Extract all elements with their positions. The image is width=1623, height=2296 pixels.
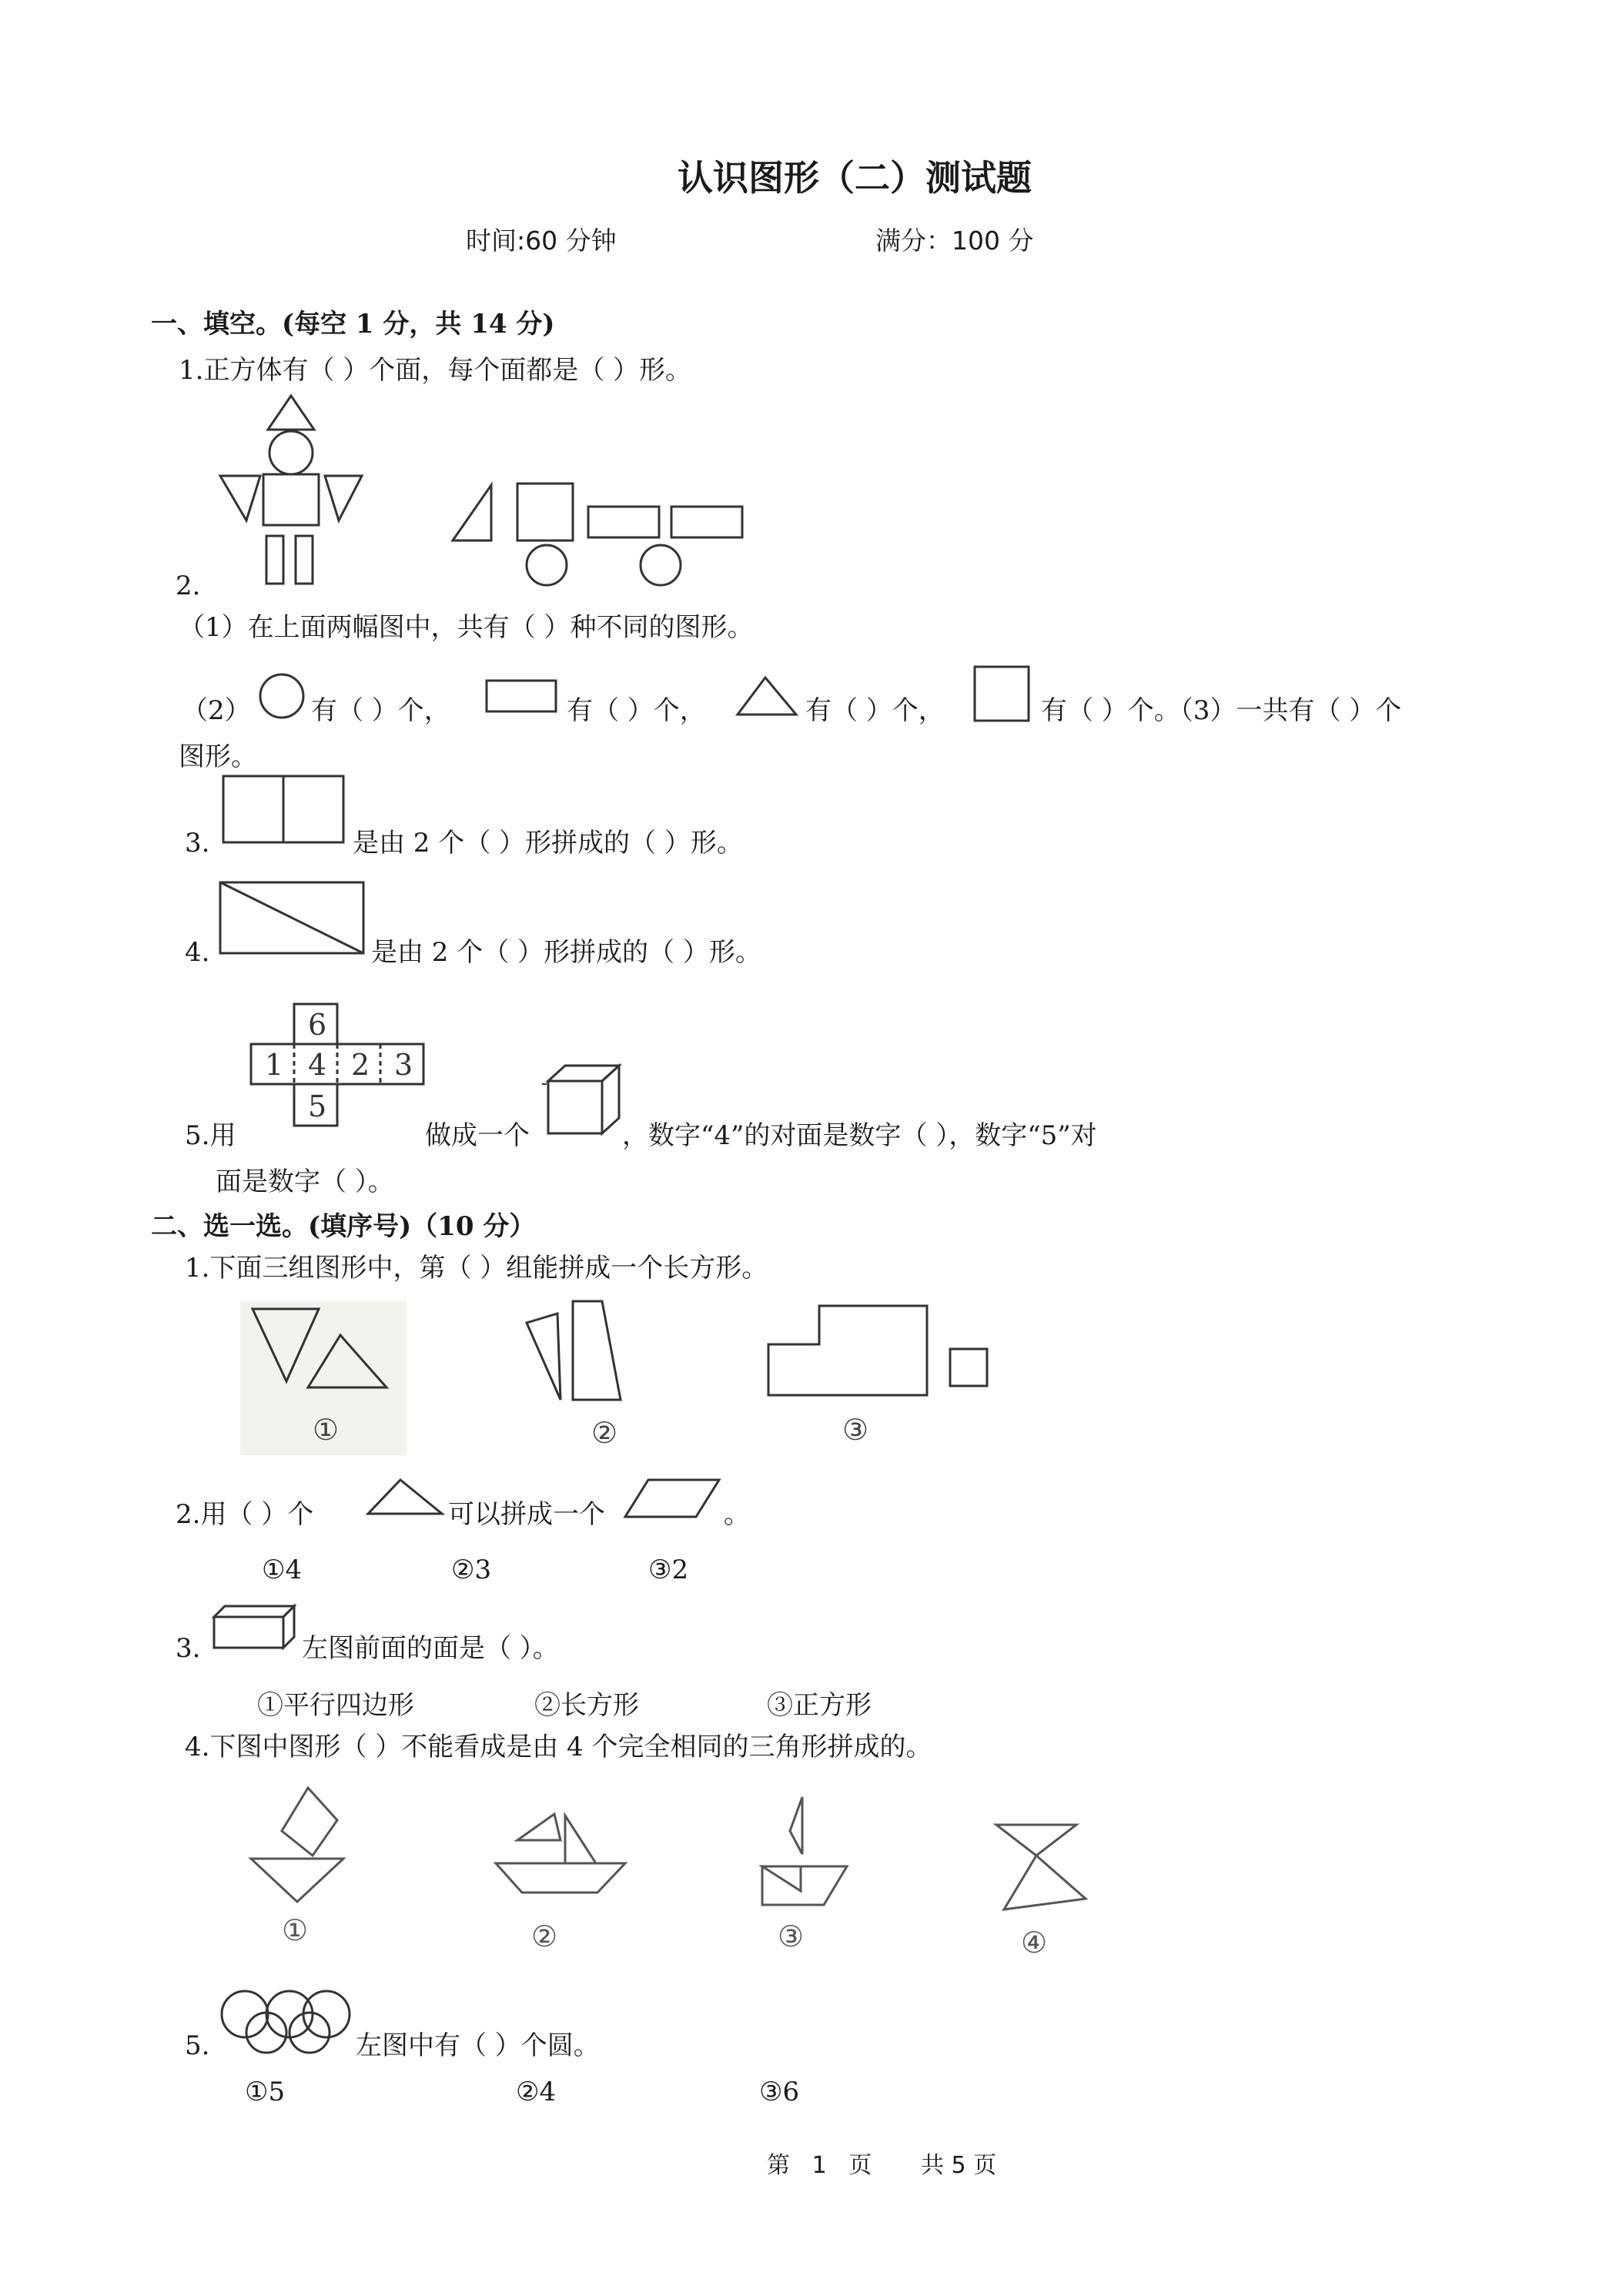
cube-figure — [540, 1061, 625, 1138]
robot-right-leg — [296, 536, 313, 584]
train-rect-2 — [671, 507, 742, 537]
s2-q5-option-1: ①5 — [245, 2077, 286, 2107]
two-squares-rectangle-figure — [220, 771, 351, 848]
exam-time: 时间:60 分钟 — [466, 226, 617, 256]
diagonal-rectangle-figure — [217, 878, 371, 962]
robot-left-leg — [266, 536, 283, 584]
s2-question-4: 4.下图中图形（ ）不能看成是由 4 个完全相同的三角形拼成的。 — [185, 1732, 932, 1762]
s1-question-4-number: 4. — [185, 937, 210, 968]
robot-figure — [216, 393, 370, 593]
net-number-2: 2 — [351, 1048, 370, 1082]
s1-question-2-2-square-count: 有（ ）个。（3）一共有（ ）个 — [1041, 695, 1402, 726]
s1-question-5-text: ，数字“4”的对面是数字（ ），数字“5”对 — [622, 1120, 1097, 1151]
cuboid-icon — [209, 1602, 302, 1655]
s2-q1-option3-figure — [764, 1301, 995, 1401]
train-wheel-1 — [527, 545, 567, 585]
s1-question-2-2-end: 图形。 — [179, 741, 257, 772]
s1-question-2-2-rectangle-count: 有（ ）个， — [567, 695, 706, 726]
s2-question-1: 1.下面三组图形中，第（ ）组能拼成一个长方形。 — [185, 1253, 768, 1284]
robot-body — [263, 474, 319, 525]
s2-q5-option-3: ③6 — [759, 2077, 800, 2107]
robot-head-circle — [269, 431, 313, 474]
s1-question-3-number: 3. — [185, 828, 210, 858]
robot-left-arm — [220, 476, 260, 520]
net-number-4: 4 — [308, 1048, 327, 1082]
s2-q4-option3-figure — [756, 1792, 856, 1908]
section1-heading: 一、填空。(每空 1 分，共 14 分) — [151, 309, 555, 340]
s1-question-2-1: （1）在上面两幅图中，共有（ ）种不同的图形。 — [179, 612, 754, 643]
small-triangle-icon — [363, 1474, 448, 1520]
footer-page-number: 第 1 页 — [767, 2152, 872, 2179]
s1-question-1: 1.正方体有（ ）个面，每个面都是（ ）形。 — [179, 355, 692, 386]
s1-question-2-number: 2. — [176, 571, 201, 601]
s2-q2-option-2: ②3 — [451, 1555, 492, 1585]
rectangle-icon — [484, 678, 561, 716]
s2-question-3-number: 3. — [176, 1633, 201, 1664]
olympic-rings-figure — [216, 1986, 354, 2056]
s1-question-5-prefix: 5.用 — [185, 1120, 236, 1151]
square-icon — [972, 664, 1033, 725]
robot-right-arm — [325, 476, 362, 520]
train-rect-1 — [588, 507, 659, 537]
cube-net-figure — [243, 1001, 428, 1132]
s2-q2-option-1: ①4 — [262, 1555, 303, 1585]
s2-q4-label-1: ① — [282, 1913, 309, 1947]
train-figure — [447, 470, 739, 585]
s2-q4-label-3: ③ — [778, 1919, 805, 1953]
s1-question-2-2-prefix: （2） — [182, 695, 251, 726]
s2-question-2-prefix: 2.用（ ）个 — [176, 1499, 314, 1530]
s2-question-3-text: 左图前面的面是（ ）。 — [302, 1633, 559, 1664]
s2-q4-option4-figure — [992, 1819, 1092, 1919]
s1-question-5-middle: 做成一个 — [425, 1120, 530, 1151]
s2-q1-option2-figure — [522, 1295, 645, 1411]
s2-q1-label-2: ② — [591, 1416, 618, 1450]
circle-icon — [259, 671, 308, 721]
s2-q2-option-3: ③2 — [648, 1555, 689, 1585]
net-number-5: 5 — [308, 1089, 327, 1123]
robot-head-triangle — [268, 396, 314, 430]
s2-q3-option-2: ②长方形 — [534, 1690, 639, 1721]
s2-q1-option1-figure — [245, 1304, 399, 1397]
s2-q4-option1-figure — [246, 1779, 354, 1909]
s2-q4-option2-figure — [491, 1809, 630, 1902]
s2-q5-option-2: ②4 — [516, 2077, 557, 2107]
s2-q4-label-2: ② — [531, 1919, 558, 1953]
s2-question-5-text: 左图中有（ ）个圆。 — [356, 2030, 600, 2061]
exam-score: 满分：100 分 — [875, 226, 1034, 256]
footer-total-pages: 共 5 页 — [921, 2152, 997, 2179]
s1-question-2-2-triangle-count: 有（ ）个， — [805, 695, 945, 726]
s2-question-2-end: 。 — [724, 1499, 750, 1530]
s2-question-5-number: 5. — [185, 2030, 210, 2061]
s2-q3-option-3: ③正方形 — [767, 1690, 872, 1721]
triangle-icon — [731, 671, 801, 721]
train-square — [517, 484, 573, 541]
train-triangle — [453, 485, 491, 541]
s1-question-3-text: 是由 2 个（ ）形拼成的（ ）形。 — [353, 828, 743, 858]
s2-q4-label-4: ④ — [1021, 1926, 1048, 1960]
s2-question-2-middle: 可以拼成一个 — [448, 1499, 605, 1530]
parallelogram-icon — [622, 1475, 722, 1521]
s1-question-4-text: 是由 2 个（ ）形拼成的（ ）形。 — [371, 937, 761, 968]
s2-q1-label-3: ③ — [842, 1413, 869, 1447]
s1-question-2-2-circle-count: 有（ ）个， — [311, 695, 450, 726]
net-number-3: 3 — [394, 1048, 413, 1082]
s2-q3-option-1: ①平行四边形 — [257, 1690, 414, 1721]
s1-question-5-end: 面是数字（ ）。 — [216, 1166, 394, 1197]
page-title: 认识图形（二）测试题 — [678, 157, 1032, 199]
net-number-1: 1 — [265, 1048, 284, 1082]
section2-heading: 二、选一选。(填序号)（10 分） — [151, 1211, 536, 1242]
net-number-6: 6 — [308, 1008, 327, 1042]
s2-q1-label-1: ① — [313, 1413, 340, 1447]
train-wheel-2 — [641, 545, 681, 585]
